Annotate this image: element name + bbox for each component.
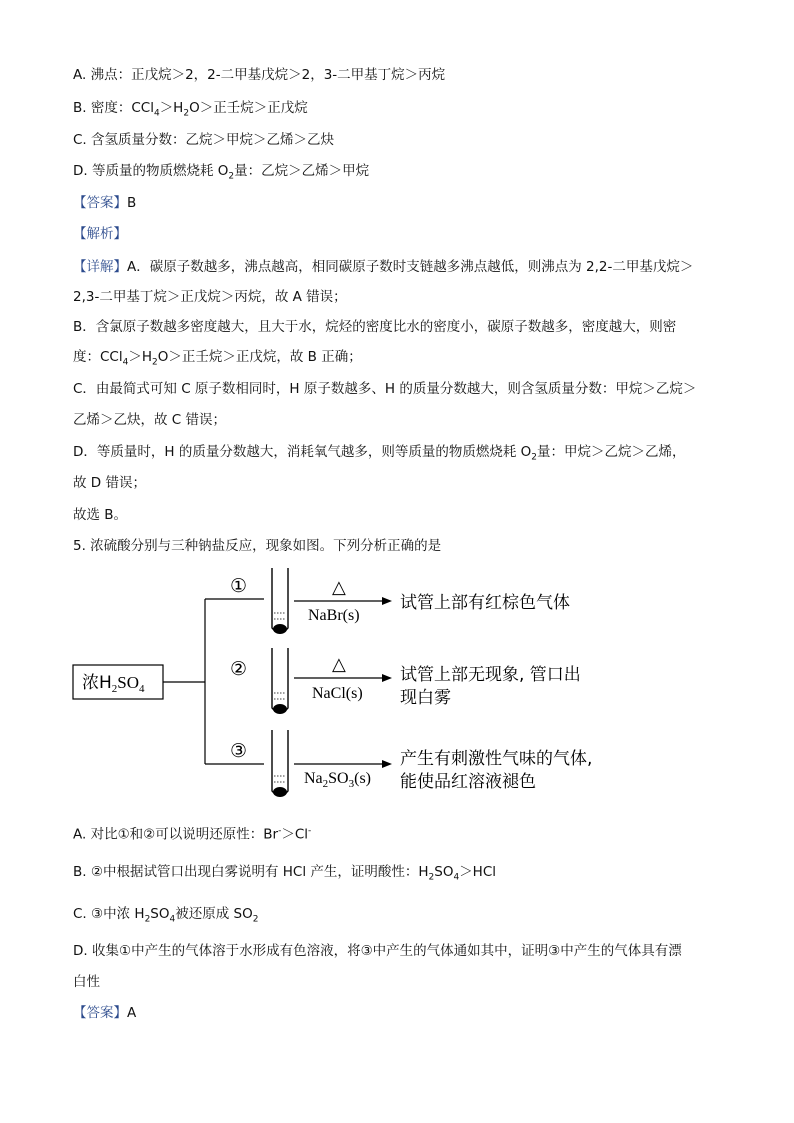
q4-answer [73,194,136,212]
detail-a-line2: 2,3-二甲基丁烷＞正戊烷＞丙烷，故 A 错误； [73,289,347,305]
q4-option-b-post: O＞正壬烷＞正戊烷 [189,100,308,116]
q4-option-b-mid: ＞H [159,100,184,116]
detail-c-line2: 乙烯＞乙炔，故 C 错误； [73,412,227,428]
reagent-label: 浓$H_2SO_4$ [82,673,145,695]
sub: 2 [183,108,190,119]
q5-option-a [73,822,311,844]
q5-option-b-mid: SO [434,864,454,880]
q4-option-d-pre: D. 等质量的物质燃烧耗 O [73,163,229,179]
q4-option-a: A. 沸点：正戊烷＞2，2-二甲基戊烷＞2，3-二甲基丁烷＞丙烷 [73,67,446,83]
q5-option-b-post: ＞HCl [459,864,497,880]
q5-option-b [73,863,496,887]
test-tube-1 [272,568,288,634]
answer-tag: 【答案】 [73,195,127,211]
sup: - [308,826,312,836]
sub: 2 [152,357,158,368]
analysis-tag: 【解析】 [73,226,127,242]
arrow-2 [294,674,392,682]
reaction-diagram [60,558,620,808]
q5-option-d-line2: 白性 [73,974,100,990]
q4-option-c: C. 含氢质量分数：乙烷＞甲烷＞乙烯＞乙炔 [73,132,335,148]
q5-option-c-post: 被还原成 SO [175,906,253,922]
q5-option-c [73,905,258,929]
test-tube-3 [272,730,288,797]
detail-d-line2: 故 D 错误； [73,475,146,491]
conclusion: 故选 B。 [73,507,128,523]
detail-b-line1: B．含氯原子数越多密度越大，且大于水，烷烃的密度比水的密度小，碳原子数越多，密度越大，则密 [73,319,677,335]
q5-option-c-pre: C. ③中浓 H [73,906,145,922]
q5-option-d-line1: D. 收集①中产生的气体溶于水形成有色溶液，将③中产生的气体通如其中，证明③中产生的气体具有漂 [73,943,682,959]
result-3-line1: 产生有刺激性气味的气体, [400,749,593,769]
q5-stem: 5. 浓硫酸分别与三种钠盐反应，现象如图。下列分析正确的是 [73,538,442,554]
detail-a-line1 [73,258,693,276]
q4-option-d [73,162,369,186]
sub: 2 [144,914,151,925]
detail-b2-pre: 度：CCl [73,349,123,365]
salt-3: $Na_2SO_3(s)$ [304,770,371,790]
sub: 4 [453,872,460,883]
detail-c-line1: C．由最简式可知 C 原子数相同时，H 原子数越多、H 的质量分数越大，则含氢质量分数：甲烷＞乙烷＞ [73,381,697,397]
answer-value: A [127,1005,137,1021]
result-2-line1: 试管上部无现象, 管口出 [400,665,581,685]
salt-2: NaCl(s) [312,685,363,702]
sup: - [278,826,282,836]
branch-3-label: ③ [230,741,248,762]
detail-d-line1 [73,443,686,467]
answer-value: B [127,195,137,211]
q4-option-d-post: 量：乙烷＞乙烯＞甲烷 [234,163,370,179]
detail-d1-pre: D．等质量时，H 的质量分数越大，消耗氧气越多，则等质量的物质燃烧耗 O [73,444,532,460]
detail-b2-mid: ＞H [128,349,152,365]
arrow-3 [294,760,392,768]
detail-a1: A．碳原子数越多，沸点越高，相同碳原子数时支链越多沸点越低，则沸点为 2,2-二甲基戊烷＞ [127,259,694,275]
sub: 4 [122,357,129,368]
arrow-1 [294,597,392,605]
heat-symbol-2: △ [332,654,346,674]
detail-tag: 【详解】 [73,259,127,275]
branch-2-label: ② [230,659,248,680]
detail-b-line2 [73,348,362,372]
q4-option-b [73,99,308,123]
detail-b2-post: O＞正壬烷＞正戊烷，故 B 正确； [157,349,362,365]
q5-answer [73,1004,136,1022]
sub: 2 [531,452,537,463]
result-3-line2: 能使品红溶液褪色 [400,772,536,792]
q4-option-b-pre: B. 密度：CCl [73,100,154,116]
detail-d1-post: 量：甲烷＞乙烷＞乙烯， [537,444,686,460]
branch-1-label: ① [230,576,248,597]
result-1: 试管上部有红棕色气体 [400,593,570,613]
test-tube-2 [272,648,288,714]
sub: 2 [228,171,235,182]
q5-option-a-mid: ＞Cl [281,826,309,843]
q5-option-b-pre: B. ②中根据试管口出现白雾说明有 HCl 产生，证明酸性：H [73,864,429,880]
q5-option-a-pre: A. 对比①和②可以说明还原性：Br [73,826,279,843]
sub: 2 [252,914,259,925]
q5-option-c-mid: SO [150,906,170,922]
sub: 2 [428,872,435,883]
result-2-line2: 现白雾 [400,688,451,708]
salt-1: NaBr(s) [308,607,360,624]
sub: 4 [153,108,160,119]
answer-tag: 【答案】 [73,1005,127,1021]
sub: 4 [169,914,176,925]
heat-symbol-1: △ [332,577,346,597]
